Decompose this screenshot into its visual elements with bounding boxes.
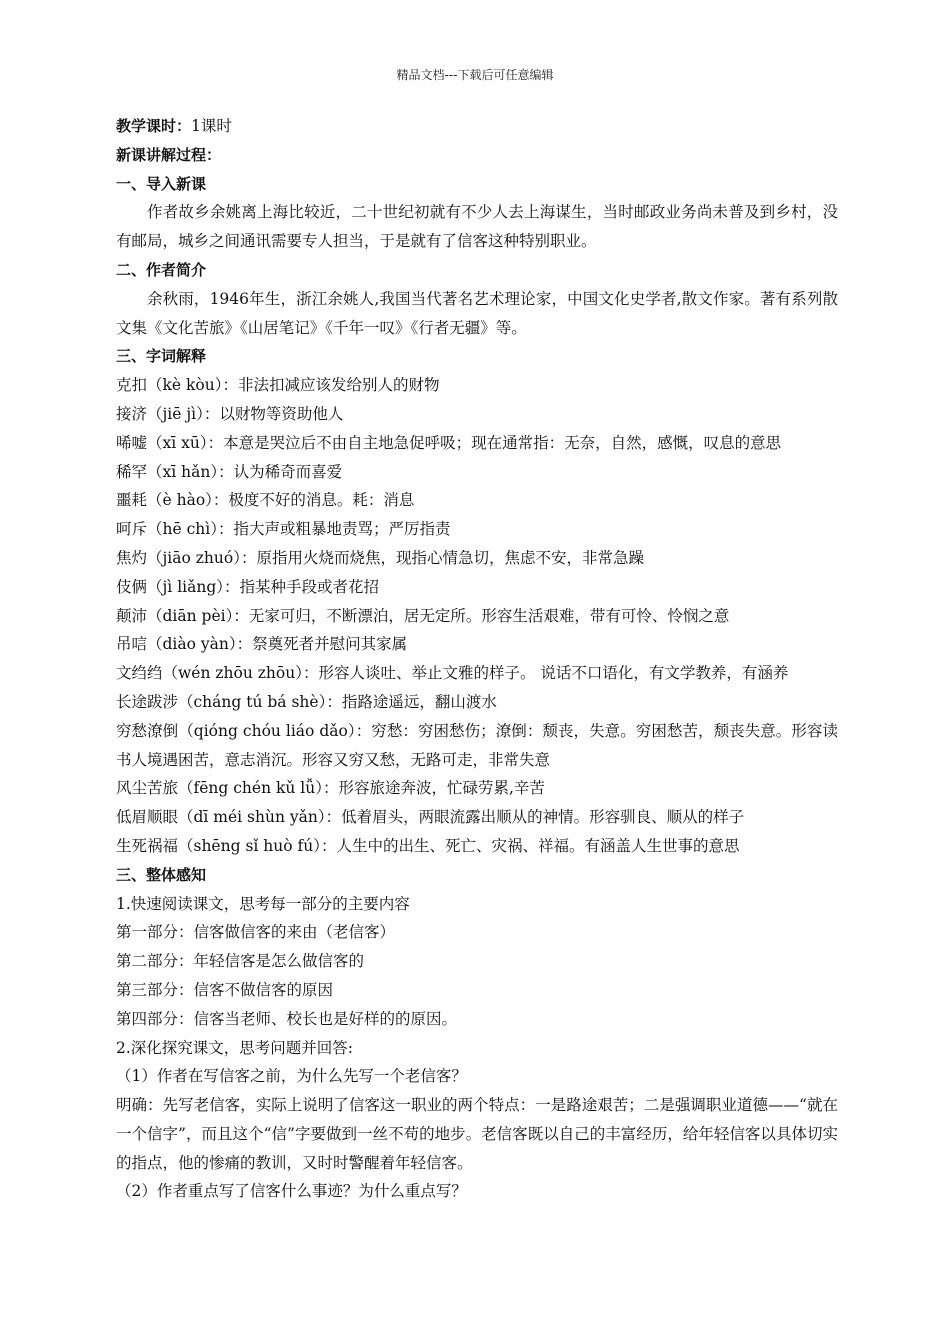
- class-hours-value: 1课时: [191, 117, 232, 135]
- vocab-item-qiongchouliaodao: 穷愁潦倒（qióng chóu liáo dǎo）：穷愁：穷困愁伤；潦倒：颓丧，失意。穷困愁苦，颓丧失意。形容读书人境遇困苦，意志消沉。形容又穷又愁，无路可走，非常失意: [116, 721, 838, 769]
- document-body: [116, 112, 838, 1206]
- section-3-title: 三、字词解释: [116, 347, 207, 366]
- section-2-title: 二、作者简介: [116, 260, 207, 279]
- process-heading: 新课讲解过程：: [116, 145, 222, 164]
- vocab-item-ehao: 噩耗（è hào）：极度不好的消息。耗：消息: [116, 491, 415, 510]
- vocab-item-hechi: 呵斥（hē chì）：指大声或粗暴地责骂；严厉指责: [116, 520, 451, 539]
- part-four-summary: 第四部分：信客当老师、校长也是好样的的原因。: [116, 1009, 458, 1028]
- vocab-item-kekou: 克扣（kè kòu）：非法扣减应该发给别人的财物: [116, 376, 440, 395]
- vocab-item-changtubashe: 长途跋涉（cháng tú bá shè）：指路途遥远，翻山渡水: [116, 692, 497, 711]
- section-1-title: 一、导入新课: [116, 174, 207, 193]
- vocab-item-diaoyan: 吊唁（diào yàn）：祭奠死者并慰问其家属: [116, 635, 408, 654]
- vocab-item-jieji: 接济（jiē jì）：以财物等资助他人: [116, 404, 344, 423]
- class-hours-label: 教学课时：: [116, 117, 192, 135]
- vocab-item-xixu: 唏嘘（xī xū）：本意是哭泣后不由自主地急促呼吸；现在通常指：无奈，自然，感慨，叹息的意思: [116, 433, 782, 452]
- vocab-item-xihan: 稀罕（xī hǎn）：认为稀奇而喜爱: [116, 462, 343, 481]
- section-2-paragraph: 余秋雨，1946年生，浙江余姚人,我国当代著名艺术理论家，中国文化史学者,散文作家。著有系列散文集《文化苦旅》《山居笔记》《千年一叹》《行者无疆》等。: [116, 289, 838, 337]
- vocab-item-shengsihuofu: 生死祸福（shēng sǐ huò fú）：人生中的出生、死亡、灾祸、祥福。有涵盖人生世事的意思: [116, 836, 740, 855]
- sub-question-2: （2）作者重点写了信客什么事迹？为什么重点写？: [116, 1182, 467, 1201]
- perception-question-1: 1.快速阅读课文，思考每一部分的主要内容: [116, 894, 410, 913]
- section-1-paragraph: 作者故乡余姚离上海比较近，二十世纪初就有不少人去上海谋生，当时邮政业务尚未普及到乡村，没有邮局，城乡之间通讯需要专人担当，于是就有了信客这种特别职业。: [116, 203, 838, 251]
- part-three-summary: 第三部分：信客不做信客的原因: [116, 980, 334, 999]
- vocab-item-wenzhouzhou: 文绉绉（wén zhōu zhōu）：形容人谈吐、举止文雅的样子。 说话不口语化，有文学教养，有涵养: [116, 664, 789, 683]
- class-hours-line: [116, 112, 838, 141]
- page-header: 精品文档---下载后可任意编辑: [396, 68, 554, 82]
- perception-question-2: 2.深化探究课文，思考问题并回答:: [116, 1038, 354, 1057]
- part-one-summary: 第一部分：信客做信客的来由（老信客）: [116, 923, 396, 942]
- vocab-item-dimeishunyan: 低眉顺眼（dī méi shùn yǎn）：低着眉头，两眼流露出顺从的神情。形容驯良、顺从的样子: [116, 808, 745, 827]
- answer-1: 明确：先写老信客，实际上说明了信客这一职业的两个特点：一是路途艰苦；二是强调职业道德——“就在一个信字”，而且这个“信”字要做到一丝不苟的地步。老信客既以自己的丰富经历，给年轻信客以具体切实的指点，他的惨痛的教训，又时时警醒着年轻信客。: [116, 1096, 838, 1172]
- vocab-item-fengchenkulv: 风尘苦旅（fēng chén kǔ lǚ）：形容旅途奔波，忙碌劳累,辛苦: [116, 779, 545, 798]
- vocab-item-dianpei: 颠沛（diān pèi）：无家可归，不断漂泊，居无定所。形容生活艰难，带有可怜、怜悯之意: [116, 606, 730, 625]
- vocab-item-jiliang: 伎俩（jì liǎng）：指某种手段或者花招: [116, 577, 380, 596]
- part-two-summary: 第二部分：年轻信客是怎么做信客的: [116, 952, 365, 971]
- sub-question-1: （1）作者在写信客之前，为什么先写一个老信客？: [116, 1067, 467, 1086]
- vocab-item-jiaozhuo: 焦灼（jiāo zhuó）：原指用火烧而烧焦，现指心情急切，焦虑不安，非常急躁: [116, 548, 644, 567]
- section-4-title: 三、整体感知: [116, 865, 207, 884]
